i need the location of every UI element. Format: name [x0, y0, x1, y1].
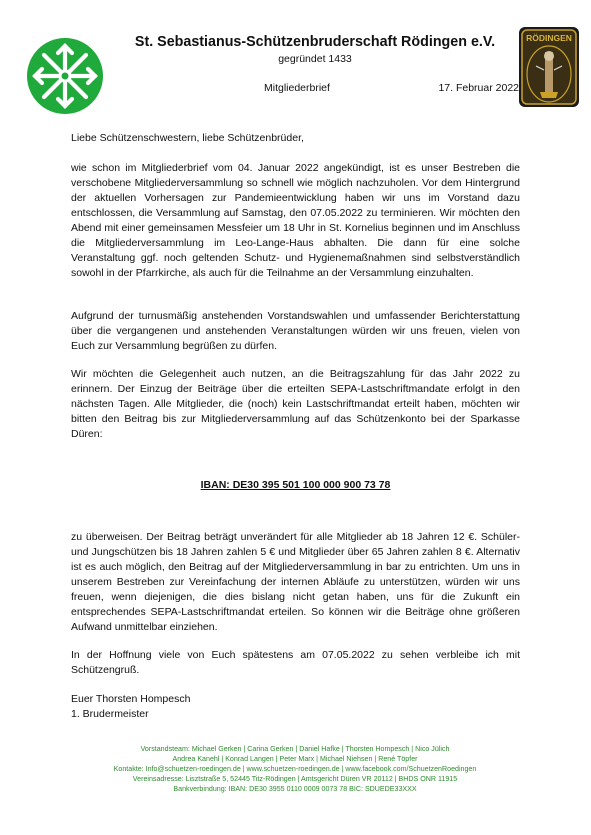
roedingen-emblem-icon — [518, 26, 580, 108]
document-date: 17. Februar 2022 — [438, 82, 519, 94]
footer-contacts: Kontakte: Info@schuetzen-roedingen.de | www.schuetzen-roedingen.de | www.facebook.com/SchuetzenRoedingen — [113, 765, 477, 773]
paragraph-fee-reminder: Wir möchten die Gelegenheit auch nutzen, an die Beitragszahlung für das Jahr 2022 zu erinnern. Der Einzug der Beiträge über die erteilten SEPA-Lastschriftmandate erfolgt in den nächsten Tagen. Alle Mitglieder, die (noch) kein Lastschriftmandat erteilt haben, möchten wir bitten den Beitrag bis zur Mitgliederversammlung auf das Schützenkonto bei der Sparkasse Düren: — [71, 368, 520, 440]
letter-footer — [60, 744, 530, 794]
footer-address: Vereinsadresse: Lisztstraße 5, 52445 Titz-Rödingen | Amtsgericht Düren VR 20112 | BHDS ONR 11915 — [132, 775, 458, 783]
club-cross-logo-icon — [25, 36, 105, 116]
founded-year: gegründet 1433 — [278, 53, 352, 65]
paragraph-fee-details: zu überweisen. Der Beitrag beträgt unverändert für alle Mitglieder ab 18 Jahren 12 €. Schüler- und Jungschützen bis 18 Jahren zahlen 5 € und Mitglieder über 65 Jahren zahlen 8 €. Alternativ ist es auch möglich, den Beitrag auf der Mitgliederversammlung in bar zu entrichten. Um uns in unserem Bestreben zur Vereinfachung der internen Abläufe zu unterstützen, würden wir uns freuen, wenn diejenigen, die dies bislang nicht getan haben, uns für die Zukunft ein entsprechendes SEPA-Lastschriftmandat erteilen. So können wir die Beiträge ohne größeren Aufwand unmittelbar einziehen. — [71, 531, 520, 633]
signature-title: 1. Brudermeister — [71, 708, 149, 720]
signature-name: Euer Thorsten Hompesch — [71, 693, 191, 705]
paragraph-elections: Aufgrund der turnusmäßig anstehenden Vorstandswahlen und umfassender Berichterstattung über die vergangenen und anstehenden Veranstaltungen würden wir uns freuen, vielen von Euch zur Versammlung begrüßen zu dürfen. — [71, 310, 520, 352]
footer-board-line-1: Vorstandsteam: Michael Gerken | Carina Gerken | Daniel Hafke | Thorsten Hompesch | Nico Jülich — [140, 745, 450, 753]
paragraph-meeting-announcement: wie schon im Mitgliederbrief vom 04. Januar 2022 angekündigt, ist es unser Bestreben die verschobene Mitgliederversammlung so schnell wie möglich nachzuholen. Vor dem Hintergrund der aktuellen Vorhersagen zur Pandemieentwicklung haben wir uns im Vorstand dazu entschlossen, die Versammlung auf Samstag, den 07.05.2022 zu terminieren. Wir möchten den Abend mit einer gemeinsamen Messfeier um 18 Uhr in St. Kornelius beginnen und im Anschluss die Mitgliederversammlung im Leo-Lange-Haus abhalten. Die dann für eine solche Veranstaltung ggf. noch geltenden Schutz- und Hygienemaßnahmen sind selbstverständlich sowohl in der Pfarrkirche, als auch für die Teilnahme an der Versammlung einzuhalten. — [71, 162, 520, 279]
paragraph-closing-hope: In der Hoffnung viele von Euch spätestens am 07.05.2022 zu sehen verbleibe ich mit Schützengruß. — [71, 649, 520, 676]
footer-board-line-2: Andrea Kanehl | Konrad Langen | Peter Marx | Michael Niehsen | René Töpfer — [172, 755, 418, 763]
salutation: Liebe Schützenschwestern, liebe Schützenbrüder, — [71, 132, 304, 144]
signature-block — [71, 692, 520, 722]
iban-line: IBAN: DE30 395 501 100 000 900 73 78 — [200, 479, 391, 491]
document-type: Mitgliederbrief — [264, 82, 330, 94]
organization-name: St. Sebastianus-Schützenbruderschaft Rödingen e.V. — [134, 34, 496, 50]
emblem-text: RÖDINGEN — [526, 33, 572, 43]
footer-bank: Bankverbindung: IBAN: DE30 3955 0110 0009 0073 78 BIC: SDUEDE33XXX — [173, 785, 417, 793]
